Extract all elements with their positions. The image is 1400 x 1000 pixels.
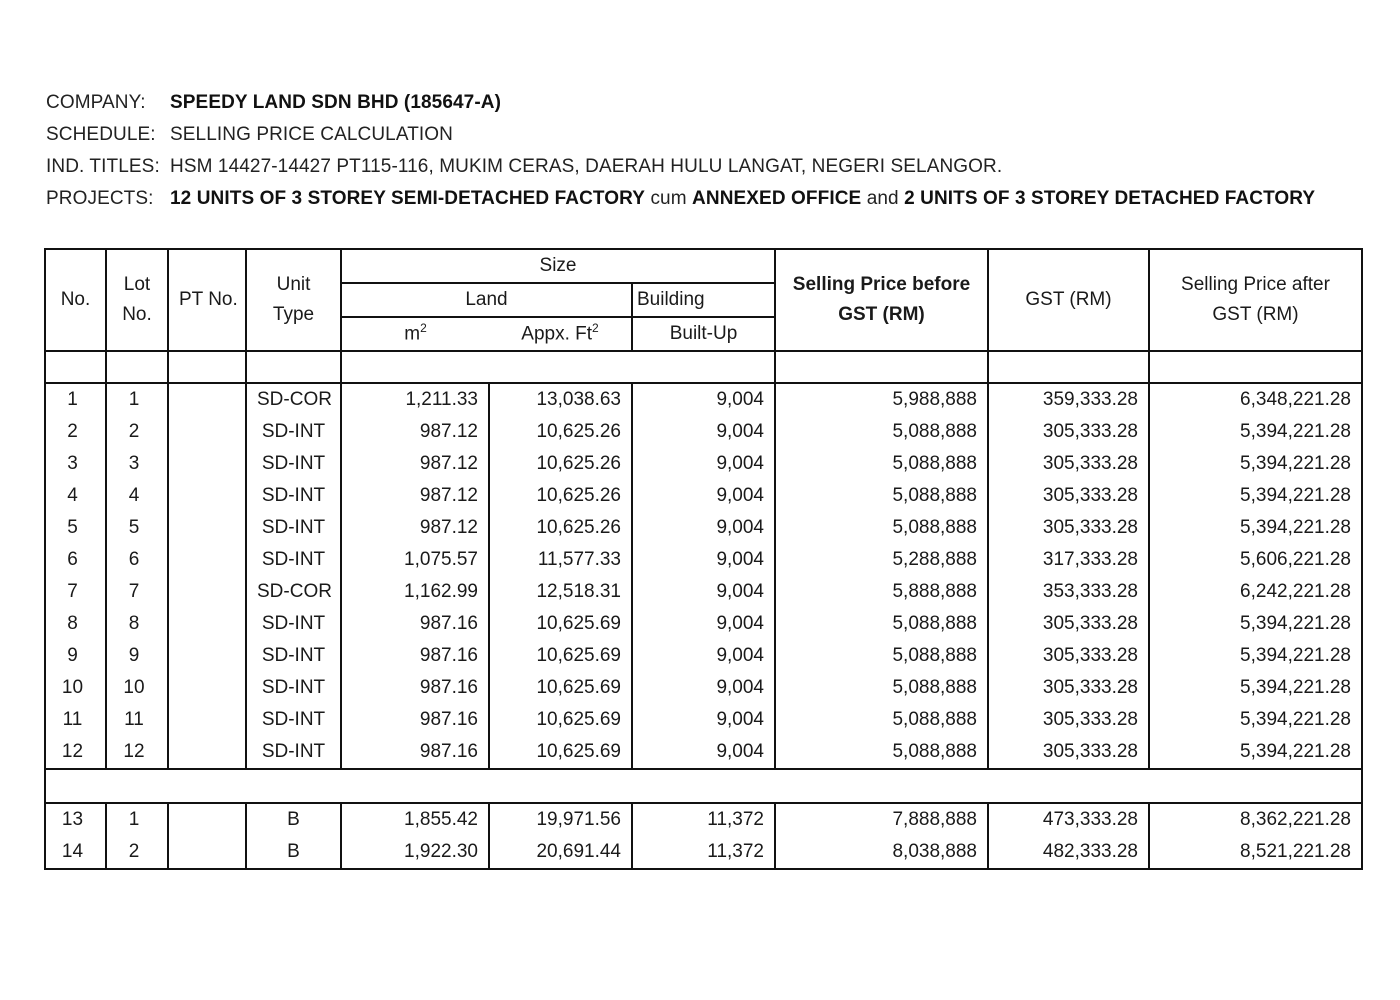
cell-price-before-gst: 5,088,888: [775, 704, 988, 736]
cell-price-after-gst: 8,521,221.28: [1149, 836, 1362, 869]
col-no: No.: [45, 249, 106, 351]
cell-land-m2: 987.16: [341, 672, 489, 704]
table-row: [45, 704, 1362, 736]
cell-no: 1: [45, 383, 106, 416]
cell-land-ft2: 10,625.69: [489, 608, 632, 640]
cell-built-up: 9,004: [632, 608, 775, 640]
cell-pt: [168, 704, 246, 736]
cell-no: 12: [45, 736, 106, 769]
col-gst: GST (RM): [988, 249, 1149, 351]
cell-lot: 5: [106, 512, 168, 544]
cell-built-up: 9,004: [632, 672, 775, 704]
cell-built-up: 9,004: [632, 512, 775, 544]
cell-gst: 317,333.28: [988, 544, 1149, 576]
cell-gst: 359,333.28: [988, 383, 1149, 416]
cell-land-ft2: 12,518.31: [489, 576, 632, 608]
cell-no: 7: [45, 576, 106, 608]
cell-price-after-gst: 5,394,221.28: [1149, 480, 1362, 512]
company-line: [46, 92, 501, 114]
projects-value-4: and: [866, 188, 899, 209]
cell-lot: 2: [106, 416, 168, 448]
projects-value-2: cum: [650, 188, 687, 209]
cell-gst: 305,333.28: [988, 448, 1149, 480]
cell-land-m2: 1,922.30: [341, 836, 489, 869]
projects-value-1: 12 UNITS OF 3 STOREY SEMI-DETACHED FACTORY: [170, 188, 646, 209]
cell-price-before-gst: 5,288,888: [775, 544, 988, 576]
cell-land-ft2: 10,625.26: [489, 480, 632, 512]
cell-built-up: 9,004: [632, 576, 775, 608]
cell-price-before-gst: 5,888,888: [775, 576, 988, 608]
cell-no: 5: [45, 512, 106, 544]
cell-built-up: 9,004: [632, 416, 775, 448]
col-size: Size: [341, 249, 775, 283]
cell-price-after-gst: 5,606,221.28: [1149, 544, 1362, 576]
col-built-up: Built-Up: [632, 317, 775, 351]
col-m2: $m^2$: [341, 317, 489, 351]
cell-gst: 473,333.28: [988, 803, 1149, 836]
cell-land-ft2: 10,625.26: [489, 512, 632, 544]
cell-land-m2: 1,162.99: [341, 576, 489, 608]
cell-land-ft2: 10,625.26: [489, 448, 632, 480]
cell-price-after-gst: 5,394,221.28: [1149, 640, 1362, 672]
cell-unit-type: B: [246, 836, 341, 869]
cell-price-before-gst: 5,088,888: [775, 448, 988, 480]
table-row: [45, 608, 1362, 640]
separator-cell: [45, 769, 1362, 803]
projects-value-3: ANNEXED OFFICE: [692, 188, 862, 209]
table-row: [45, 448, 1362, 480]
cell-lot: 1: [106, 803, 168, 836]
schedule-line: [46, 124, 453, 146]
cell-no: 3: [45, 448, 106, 480]
cell-land-m2: 987.16: [341, 640, 489, 672]
cell-no: 14: [45, 836, 106, 869]
cell-built-up: 9,004: [632, 544, 775, 576]
cell-price-after-gst: 5,394,221.28: [1149, 512, 1362, 544]
cell-pt: [168, 383, 246, 416]
cell-unit-type: SD-COR: [246, 576, 341, 608]
col-lot-no: Lot No.: [106, 249, 168, 351]
table-row: [45, 576, 1362, 608]
cell-lot: 3: [106, 448, 168, 480]
cell-price-after-gst: 6,242,221.28: [1149, 576, 1362, 608]
cell-no: 9: [45, 640, 106, 672]
cell-pt: [168, 640, 246, 672]
col-price-after-gst: Selling Price after GST (RM): [1149, 249, 1362, 351]
cell-price-before-gst: 5,088,888: [775, 672, 988, 704]
cell-price-after-gst: 5,394,221.28: [1149, 448, 1362, 480]
cell-unit-type: B: [246, 803, 341, 836]
cell-gst: 305,333.28: [988, 608, 1149, 640]
separator-row: [45, 769, 1362, 803]
cell-price-after-gst: 6,348,221.28: [1149, 383, 1362, 416]
cell-price-after-gst: 5,394,221.28: [1149, 416, 1362, 448]
cell-price-before-gst: 5,088,888: [775, 512, 988, 544]
cell-built-up: 9,004: [632, 640, 775, 672]
cell-lot: 1: [106, 383, 168, 416]
cell-no: 8: [45, 608, 106, 640]
cell-pt: [168, 480, 246, 512]
cell-no: 10: [45, 672, 106, 704]
cell-unit-type: SD-INT: [246, 416, 341, 448]
cell-price-after-gst: 8,362,221.28: [1149, 803, 1362, 836]
cell-lot: 8: [106, 608, 168, 640]
cell-land-ft2: 20,691.44: [489, 836, 632, 869]
cell-land-m2: 987.12: [341, 480, 489, 512]
cell-land-ft2: 13,038.63: [489, 383, 632, 416]
cell-land-ft2: 11,577.33: [489, 544, 632, 576]
cell-pt: [168, 736, 246, 769]
titles-value: HSM 14427-14427 PT115-116, MUKIM CERAS, DAERAH HULU LANGAT, NEGERI SELANGOR.: [170, 156, 1003, 177]
spacer-row: [45, 351, 1362, 383]
cell-price-after-gst: 5,394,221.28: [1149, 704, 1362, 736]
cell-price-before-gst: 5,088,888: [775, 640, 988, 672]
cell-pt: [168, 836, 246, 869]
cell-gst: 482,333.28: [988, 836, 1149, 869]
cell-unit-type: SD-INT: [246, 544, 341, 576]
cell-unit-type: SD-INT: [246, 448, 341, 480]
cell-price-before-gst: 5,988,888: [775, 383, 988, 416]
cell-unit-type: SD-INT: [246, 736, 341, 769]
cell-land-ft2: 10,625.69: [489, 672, 632, 704]
cell-built-up: 9,004: [632, 383, 775, 416]
cell-unit-type: SD-INT: [246, 672, 341, 704]
cell-lot: 7: [106, 576, 168, 608]
cell-built-up: 11,372: [632, 836, 775, 869]
cell-no: 13: [45, 803, 106, 836]
cell-price-after-gst: 5,394,221.28: [1149, 736, 1362, 769]
table-row: [45, 640, 1362, 672]
table-row: [45, 672, 1362, 704]
cell-pt: [168, 544, 246, 576]
cell-land-ft2: 10,625.69: [489, 704, 632, 736]
cell-pt: [168, 803, 246, 836]
titles-line: [46, 156, 1002, 178]
cell-price-before-gst: 5,088,888: [775, 736, 988, 769]
cell-gst: 305,333.28: [988, 480, 1149, 512]
table-row: [45, 836, 1362, 869]
cell-built-up: 11,372: [632, 803, 775, 836]
projects-value-5: 2 UNITS OF 3 STOREY DETACHED FACTORY: [904, 188, 1316, 209]
cell-price-before-gst: 5,088,888: [775, 608, 988, 640]
table-header: [45, 249, 1362, 351]
cell-unit-type: SD-INT: [246, 704, 341, 736]
schedule-label: SCHEDULE:: [46, 124, 156, 145]
cell-no: 2: [45, 416, 106, 448]
projects-label: PROJECTS:: [46, 188, 154, 209]
table-row: [45, 736, 1362, 769]
cell-lot: 9: [106, 640, 168, 672]
cell-lot: 10: [106, 672, 168, 704]
cell-lot: 2: [106, 836, 168, 869]
cell-land-ft2: 10,625.69: [489, 640, 632, 672]
cell-pt: [168, 416, 246, 448]
cell-unit-type: SD-INT: [246, 640, 341, 672]
cell-gst: 305,333.28: [988, 736, 1149, 769]
cell-price-before-gst: 8,038,888: [775, 836, 988, 869]
cell-unit-type: SD-COR: [246, 383, 341, 416]
cell-price-before-gst: 5,088,888: [775, 416, 988, 448]
cell-land-m2: 987.12: [341, 448, 489, 480]
table-row: [45, 383, 1362, 416]
cell-no: 6: [45, 544, 106, 576]
table-row: [45, 416, 1362, 448]
col-pt-no: PT No.: [168, 249, 246, 351]
cell-built-up: 9,004: [632, 480, 775, 512]
cell-land-ft2: 10,625.69: [489, 736, 632, 769]
cell-unit-type: SD-INT: [246, 608, 341, 640]
cell-gst: 305,333.28: [988, 704, 1149, 736]
cell-land-m2: 987.16: [341, 608, 489, 640]
cell-gst: 305,333.28: [988, 416, 1149, 448]
selling-price-table: [44, 248, 1363, 870]
cell-gst: 305,333.28: [988, 640, 1149, 672]
cell-gst: 305,333.28: [988, 512, 1149, 544]
table-row: [45, 480, 1362, 512]
col-unit-type: Unit Type: [246, 249, 341, 351]
cell-lot: 11: [106, 704, 168, 736]
cell-price-after-gst: 5,394,221.28: [1149, 672, 1362, 704]
cell-pt: [168, 576, 246, 608]
cell-price-before-gst: 7,888,888: [775, 803, 988, 836]
titles-label: IND. TITLES:: [46, 156, 160, 177]
company-value: SPEEDY LAND SDN BHD (185647-A): [170, 92, 502, 113]
cell-lot: 6: [106, 544, 168, 576]
col-building: Building: [632, 283, 775, 317]
cell-no: 11: [45, 704, 106, 736]
col-land: Land: [341, 283, 632, 317]
cell-land-m2: 987.12: [341, 416, 489, 448]
cell-price-after-gst: 5,394,221.28: [1149, 608, 1362, 640]
cell-unit-type: SD-INT: [246, 512, 341, 544]
schedule-value: SELLING PRICE CALCULATION: [170, 124, 454, 145]
cell-pt: [168, 448, 246, 480]
cell-land-m2: 987.16: [341, 736, 489, 769]
cell-lot: 12: [106, 736, 168, 769]
cell-gst: 305,333.28: [988, 672, 1149, 704]
table-row: [45, 544, 1362, 576]
col-price-before-gst: Selling Price before GST (RM): [775, 249, 988, 351]
cell-pt: [168, 512, 246, 544]
cell-lot: 4: [106, 480, 168, 512]
projects-line: [46, 188, 1315, 210]
cell-pt: [168, 672, 246, 704]
cell-land-m2: 1,075.57: [341, 544, 489, 576]
company-label: COMPANY:: [46, 92, 146, 113]
cell-built-up: 9,004: [632, 704, 775, 736]
table-row: [45, 512, 1362, 544]
cell-unit-type: SD-INT: [246, 480, 341, 512]
cell-land-m2: 1,211.33: [341, 383, 489, 416]
table-row: [45, 803, 1362, 836]
cell-built-up: 9,004: [632, 448, 775, 480]
cell-land-ft2: 10,625.26: [489, 416, 632, 448]
col-ft2: Appx. Ft$^2$: [489, 317, 632, 351]
cell-land-ft2: 19,971.56: [489, 803, 632, 836]
cell-land-m2: 1,855.42: [341, 803, 489, 836]
cell-land-m2: 987.12: [341, 512, 489, 544]
cell-no: 4: [45, 480, 106, 512]
cell-land-m2: 987.16: [341, 704, 489, 736]
cell-price-before-gst: 5,088,888: [775, 480, 988, 512]
cell-built-up: 9,004: [632, 736, 775, 769]
table-body: [45, 351, 1362, 869]
cell-gst: 353,333.28: [988, 576, 1149, 608]
cell-pt: [168, 608, 246, 640]
